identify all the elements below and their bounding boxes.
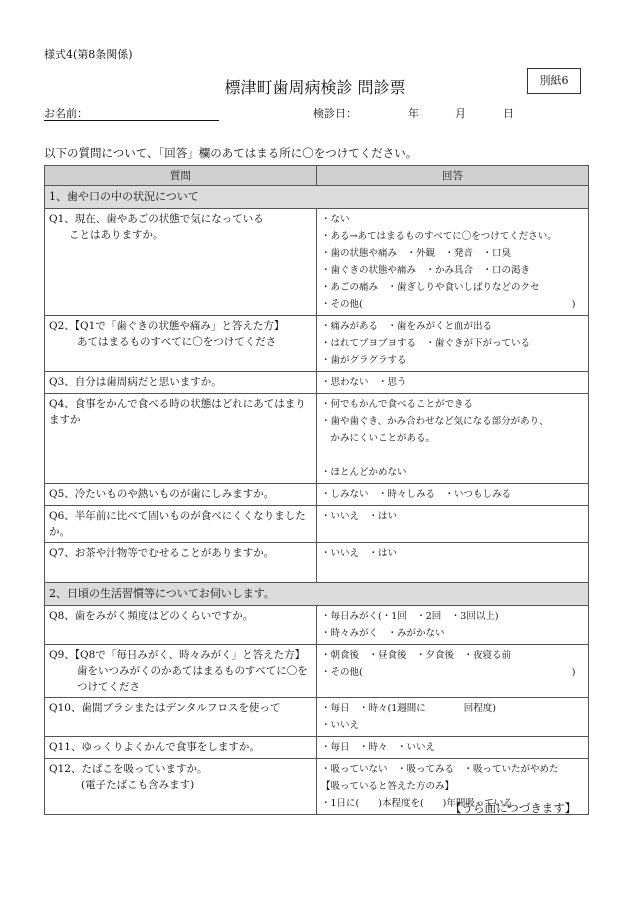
question-row-q5 [45, 484, 589, 506]
name-field-line[interactable] [44, 120, 219, 121]
q9-text-line1: Q9、【Q8で「毎日みがく、時々みがく」と答えた方】 [49, 649, 306, 661]
q4-option[interactable]: ・何でもかんで食べることができる [321, 399, 474, 410]
q1-option[interactable]: ・ない [321, 214, 350, 225]
q1-answers[interactable] [317, 209, 589, 316]
q11-answers[interactable]: ・毎日 ・時々 ・いいえ [317, 737, 589, 759]
q4-option-cont: かみにくいことがある。 [321, 433, 436, 444]
q5-question: Q5、冷たいものや熱いものが歯にしみますか。 [45, 484, 317, 506]
q10-question: Q10、歯間ブラシまたはデンタルフロスを使って [45, 698, 317, 737]
q10-option[interactable]: ・いいえ [321, 720, 360, 731]
section-2-header [45, 583, 589, 606]
section-1-title: 1、歯や口の中の状況について [45, 186, 589, 209]
q4-question: Q4、食事をかんで食べる時の状態はどれにあてはまりますか [45, 394, 317, 484]
q10-answers[interactable] [317, 698, 589, 737]
question-row-q6 [45, 506, 589, 543]
q12-text-line2: (電子たばこも含みます) [81, 779, 195, 791]
q11-question: Q11、ゆっくりよくかんで食事をしますか。 [45, 737, 317, 759]
question-column-header: 質問 [45, 166, 317, 186]
question-row-q4 [45, 394, 589, 484]
q9-question [45, 645, 317, 698]
q5-answers[interactable]: ・しみない ・時々しみる ・いつもしみる [317, 484, 589, 506]
section-2-title: 2、日頃の生活習慣等についてお伺いします。 [45, 583, 589, 606]
q12-option[interactable]: ・吸っていない ・吸ってみる ・吸っていたがやめた [321, 764, 559, 775]
q9-answers[interactable] [317, 645, 589, 698]
q7-answers[interactable]: ・いいえ ・はい [317, 543, 589, 583]
q12-subheading: 【吸っていると答えた方のみ】 [321, 781, 455, 792]
q4-answers[interactable] [317, 394, 589, 484]
question-row-q10 [45, 698, 589, 737]
q1-option[interactable]: ・歯の状態や痛み ・外観 ・発音 ・口臭 [321, 248, 512, 259]
q1-text-line1: Q1、現在、歯やあごの状態で気になっている [49, 213, 264, 225]
q2-text-line2: あてはまるものすべてに〇をつけてくださ [77, 336, 277, 348]
q8-answers[interactable] [317, 606, 589, 645]
q1-option[interactable]: ・歯ぐきの状態や痛み ・かみ具合 ・口の渇き [321, 265, 531, 276]
question-row-q8 [45, 606, 589, 645]
question-row-q2 [45, 316, 589, 372]
q10-option[interactable]: ・毎日 ・時々(1週間に 回程度) [321, 703, 496, 714]
section-1-header [45, 186, 589, 209]
table-header-row [45, 166, 589, 186]
q4-option[interactable]: ・ほとんどかめない [321, 467, 407, 478]
q3-answers[interactable]: ・思わない ・思う [317, 372, 589, 394]
attachment-label: 別紙6 [527, 68, 581, 94]
q2-option[interactable]: ・はれてブヨブヨする ・歯ぐきが下がっている [321, 338, 531, 349]
q1-question [45, 209, 317, 316]
q12-text-line1: Q12、たばこを吸っていますか。 [49, 763, 208, 775]
q9-option[interactable]: ・朝食後 ・昼食後 ・夕食後 ・夜寝る前 [321, 650, 512, 661]
exam-date-label: 検診日： [313, 107, 357, 120]
q1-option[interactable]: ・ある→あてはまるものすべてに〇をつけてください。 [321, 231, 557, 242]
form-number: 様式4(第8条関係) [44, 48, 133, 61]
question-row-q3 [45, 372, 589, 394]
q2-text-line1: Q2、【Q1で「歯ぐきの状態や痛み」と答えた方】 [49, 320, 285, 332]
questionnaire-table [44, 165, 589, 815]
page-title: 標津町歯周病検診 問診票 [224, 78, 406, 97]
q2-question [45, 316, 317, 372]
q3-question: Q3、自分は歯周病だと思いますか。 [45, 372, 317, 394]
q12-question [45, 759, 317, 815]
q9-text-line2: 歯をいつみがくのかあてはまるものすべてに〇をつけてくださ [77, 665, 308, 693]
q8-option[interactable]: ・時々みがく ・みがかない [321, 628, 445, 639]
question-row-q7 [45, 543, 589, 583]
q1-option[interactable]: ・あごの痛み ・歯ぎしりや食いしばりなどのクセ [321, 282, 540, 293]
q4-spacer [321, 447, 584, 464]
continue-on-back-note: 【うら面につづきます】 [450, 801, 577, 815]
answer-column-header: 回答 [317, 166, 589, 186]
q6-question: Q6、半年前に比べて固いものが食べにくくなりましたか。 [45, 506, 317, 543]
q1-text-line2: ことはありますか。 [69, 229, 164, 241]
q2-answers[interactable] [317, 316, 589, 372]
question-row-q1 [45, 209, 589, 316]
instruction-text: 以下の質問について、「回答」欄のあてはまる所に〇をつけてください。 [44, 146, 418, 160]
q8-option[interactable]: ・毎日みがく(・1回 ・2回 ・3回以上) [321, 611, 499, 622]
day-label: 日 [503, 107, 514, 120]
q12-option[interactable]: ・1日に( )本程度を( )年間吸っている [321, 798, 513, 809]
name-label: お名前： [44, 107, 88, 120]
q7-question: Q7、お茶や汁物等でむせることがありますか。 [45, 543, 317, 583]
q4-option[interactable]: ・歯や歯ぐき、かみ合わせなど気になる部分があり、 [321, 416, 549, 427]
q2-option[interactable]: ・痛みがある ・歯をみがくと血が出る [321, 321, 493, 332]
question-row-q11 [45, 737, 589, 759]
month-label: 月 [455, 107, 466, 120]
question-row-q9 [45, 645, 589, 698]
q9-option[interactable]: ・その他( ) [321, 667, 576, 678]
q6-answers[interactable]: ・いいえ ・はい [317, 506, 589, 543]
q2-option[interactable]: ・歯がグラグラする [321, 355, 407, 366]
year-label: 年 [408, 107, 419, 120]
q1-option[interactable]: ・その他( ) [321, 299, 576, 310]
q8-question: Q8、歯をみがく頻度はどのくらいですか。 [45, 606, 317, 645]
